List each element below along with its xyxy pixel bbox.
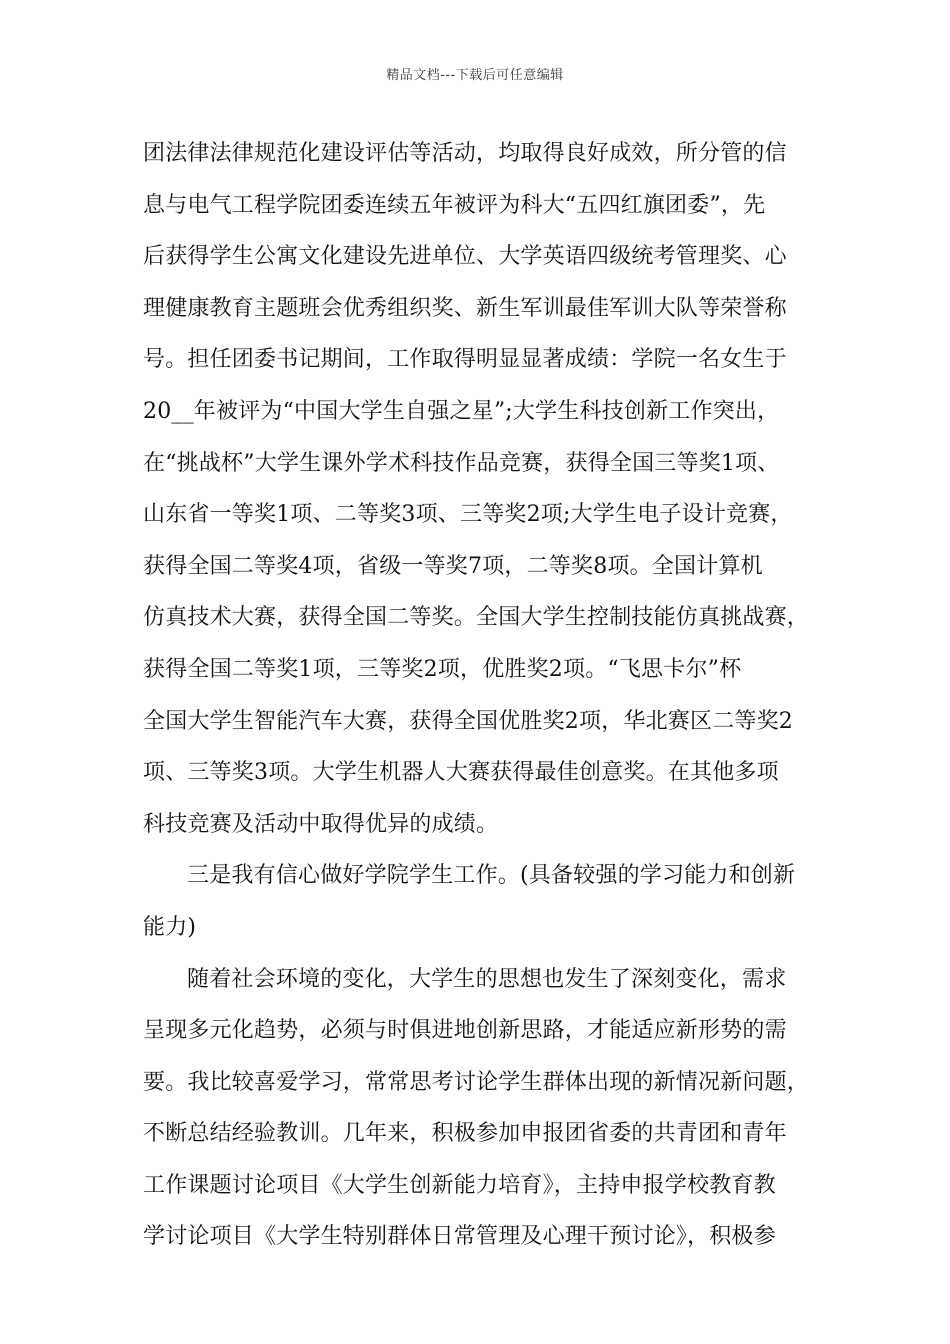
text-line: 不断总结经验教训。几年来，积极参加申报团省委的共青团和青年 <box>143 1121 787 1147</box>
paragraph-start-line: 三是我有信心做好学院学生工作。(具备较强的学习能力和创新 <box>187 863 796 889</box>
text-line: 息与电气工程学院团委连续五年被评为科大“五四红旗团委”，先 <box>143 192 766 218</box>
body-text <box>143 128 813 1263</box>
text-line: 后获得学生公寓文化建设先进单位、大学英语四级统考管理奖、心 <box>143 244 787 270</box>
text-line: 团法律法律规范化建设评估等活动，均取得良好成效，所分管的信 <box>143 141 787 166</box>
text-line: 号。担任团委书记期间，工作取得明显显著成绩：学院一名女生于 <box>143 347 787 373</box>
page-header: 精品文档---下载后可任意编辑 <box>386 68 564 83</box>
text-line: 获得全国二等奖1项，三等奖2项，优胜奖2项。“飞思卡尔”杯 <box>143 656 742 682</box>
text-line: 获得全国二等奖4项，省级一等奖7项，二等奖8项。全国计算机 <box>143 553 763 579</box>
text-line: 20__年被评为“中国大学生自强之星”;大学生科技创新工作突出， <box>143 398 780 424</box>
text-line: 山东省一等奖1项、二等奖3项、三等奖2项;大学生电子设计竞赛， <box>143 502 793 528</box>
text-line: 工作课题讨论项目《大学生创新能力培育》，主持申报学校教育教 <box>143 1172 776 1198</box>
text-line: 全国大学生智能汽车大赛，获得全国优胜奖2项，华北赛区二等奖2 <box>143 708 793 734</box>
text-line: 要。我比较喜爱学习，常常思考讨论学生群体出现的新情况新问题， <box>143 1069 810 1095</box>
text-line: 仿真技术大赛，获得全国二等奖。全国大学生控制技能仿真挑战赛， <box>143 605 810 631</box>
text-line: 学讨论项目《大学生特别群体日常管理及心理干预讨论》，积极参 <box>143 1224 776 1250</box>
paragraph-start-line: 随着社会环境的变化，大学生的思想也发生了深刻变化，需求 <box>187 966 787 992</box>
text-line: 能力) <box>143 914 197 940</box>
text-line: 科技竞赛及活动中取得优异的成绩。 <box>143 811 499 837</box>
text-line: 在“挑战杯”大学生课外学术科技作品竞赛，获得全国三等奖1项、 <box>143 450 780 476</box>
text-line: 项、三等奖3项。大学生机器人大赛获得最佳创意奖。在其他多项 <box>143 760 779 786</box>
text-line: 理健康教育主题班会优秀组织奖、新生军训最佳军训大队等荣誉称 <box>143 295 787 321</box>
text-line: 呈现多元化趋势，必须与时俱进地创新思路，才能适应新形势的需 <box>143 1018 787 1044</box>
